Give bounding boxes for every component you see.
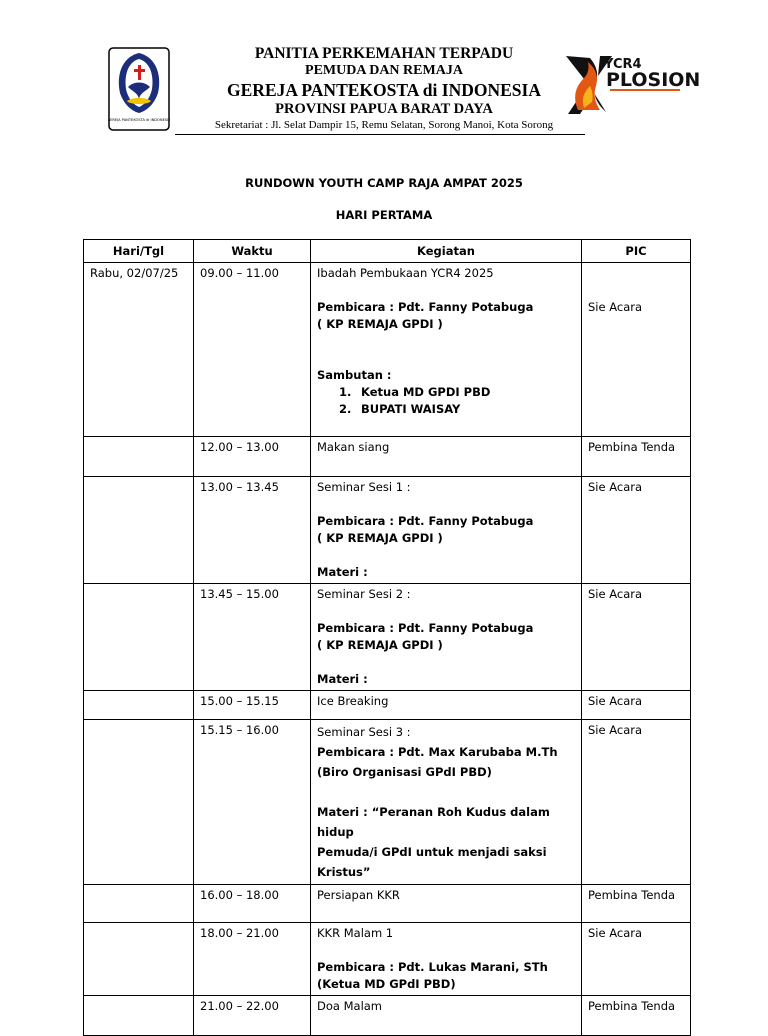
cell-day (84, 720, 194, 885)
cell-pic: Pembina Tenda (582, 437, 691, 477)
activity-title: Seminar Sesi 1 : (317, 480, 411, 494)
cell-time: 13.45 – 15.00 (194, 584, 311, 691)
header-activity: Kegiatan (311, 240, 582, 263)
table-row (84, 691, 691, 720)
pic-value: Sie Acara (588, 300, 643, 314)
letterhead (180, 45, 588, 133)
speaker-label: Pembicara : Pdt. Max Karubaba M.Th (317, 745, 558, 759)
header-day: Hari/Tgl (84, 240, 194, 263)
cell-time: 12.00 – 13.00 (194, 437, 311, 477)
cell-activity (311, 263, 582, 437)
table-row (84, 263, 691, 437)
cell-day (84, 691, 194, 720)
cell-pic: Pembina Tenda (582, 996, 691, 1036)
cell-day (84, 437, 194, 477)
rundown-table (83, 239, 691, 1036)
activity-title: KKR Malam 1 (317, 926, 394, 940)
table-row (84, 437, 691, 477)
speaker-org: (Ketua MD GPdI PBD) (317, 977, 456, 991)
speaker-label: Pembicara : Pdt. Fanny Potabuga (317, 514, 534, 528)
cell-time: 15.15 – 16.00 (194, 720, 311, 885)
table-row (84, 923, 691, 996)
header-pic: PIC (582, 240, 691, 263)
cell-time: 18.00 – 21.00 (194, 923, 311, 996)
materi-line1: Materi : “Peranan Roh Kudus dalam hidup (317, 805, 550, 839)
gpdi-logo (108, 47, 170, 131)
cell-pic (582, 263, 691, 437)
letterhead-line3: GEREJA PANTEKOSTA di INDONESIA (227, 80, 541, 100)
cell-day (84, 477, 194, 584)
cell-pic: Sie Acara (582, 691, 691, 720)
cell-day: Rabu, 02/07/25 (84, 263, 194, 437)
cell-pic: Sie Acara (582, 923, 691, 996)
cell-pic: Sie Acara (582, 584, 691, 691)
materi-label: Materi : (317, 565, 368, 579)
materi-label: Materi : (317, 672, 368, 686)
cell-time: 09.00 – 11.00 (194, 263, 311, 437)
speaker-org: ( KP REMAJA GPDI ) (317, 638, 443, 652)
speaker-org: ( KP REMAJA GPDI ) (317, 531, 443, 545)
table-header-row (84, 240, 691, 263)
speaker-org: (Biro Organisasi GPdI PBD) (317, 765, 492, 779)
activity-title: Seminar Sesi 2 : (317, 587, 411, 601)
letterhead-line2: PEMUDA DAN REMAJA (305, 63, 463, 78)
activity-title: Seminar Sesi 3 : (317, 725, 411, 739)
cell-activity: Ice Breaking (311, 691, 582, 720)
speaker-org: ( KP REMAJA GPDI ) (317, 317, 443, 331)
logo-ycr4-text: YCR4 (604, 57, 642, 72)
cell-day (84, 996, 194, 1036)
cell-pic: Sie Acara (582, 720, 691, 885)
logo-plosion-text: PLOSION (606, 69, 701, 91)
cell-time: 16.00 – 18.00 (194, 885, 311, 923)
logo-caption: GEREJA PANTEKOSTA di INDONESIA (108, 118, 170, 122)
document-subtitle: HARI PERTAMA (335, 208, 433, 222)
cell-activity: Doa Malam (311, 996, 582, 1036)
cell-day (84, 885, 194, 923)
table-row (84, 720, 691, 885)
cell-activity (311, 923, 582, 996)
cell-activity (311, 720, 582, 885)
materi-line2: Pemuda/i GPdI untuk menjadi saksi Kristus” (317, 845, 547, 879)
speaker-label: Pembicara : Pdt. Lukas Marani, STh (317, 960, 548, 974)
cell-activity: Persiapan KKR (311, 885, 582, 923)
speaker-label: Pembicara : Pdt. Fanny Potabuga (317, 621, 534, 635)
cell-activity: Makan siang (311, 437, 582, 477)
cell-day (84, 584, 194, 691)
table-row (84, 996, 691, 1036)
letterhead-line1: PANITIA PERKEMAHAN TERPADU (254, 45, 514, 62)
letterhead-rule (175, 134, 585, 135)
cell-activity (311, 477, 582, 584)
table-row (84, 584, 691, 691)
letterhead-address: Sekretariat : Jl. Selat Dampir 15, Remu Selatan, Sorong Manoi, Kota Sorong (214, 119, 554, 131)
cell-time: 21.00 – 22.00 (194, 996, 311, 1036)
header-time: Waktu (194, 240, 311, 263)
document-title: RUNDOWN YOUTH CAMP RAJA AMPAT 2025 (245, 176, 523, 190)
sambutan-label: Sambutan : (317, 368, 392, 382)
cell-pic: Sie Acara (582, 477, 691, 584)
cell-day (84, 923, 194, 996)
activity-title: Ibadah Pembukaan YCR4 2025 (317, 266, 494, 280)
cell-activity (311, 584, 582, 691)
letterhead-line4: PROVINSI PAPUA BARAT DAYA (275, 101, 493, 117)
ycr4-xplosion-logo (560, 48, 706, 120)
cell-time: 15.00 – 15.15 (194, 691, 311, 720)
sambutan-item: 1. Ketua MD GPDI PBD (339, 385, 491, 399)
table-row (84, 885, 691, 923)
cell-time: 13.00 – 13.45 (194, 477, 311, 584)
table-row (84, 477, 691, 584)
cell-pic: Pembina Tenda (582, 885, 691, 923)
sambutan-item: 2. BUPATI WAISAY (339, 402, 461, 416)
speaker-label: Pembicara : Pdt. Fanny Potabuga (317, 300, 534, 314)
